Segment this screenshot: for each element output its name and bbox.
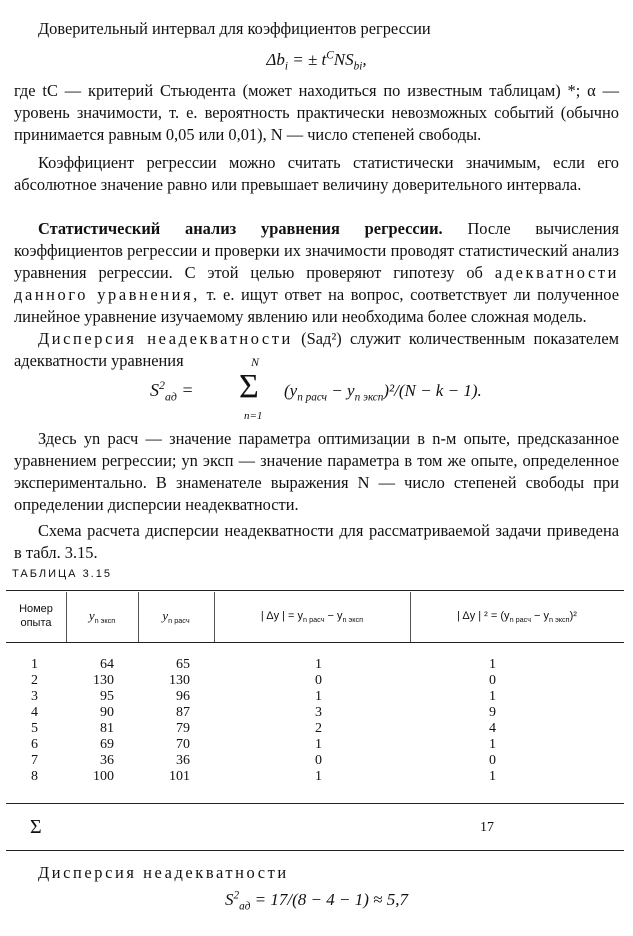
header-y-exp [66, 609, 138, 624]
table-header-rule [6, 642, 624, 643]
header-run-number [6, 602, 66, 630]
formula2-sub1: n расч [297, 391, 328, 404]
header-y-calc-sub: n расч [168, 616, 190, 626]
formula2-eq: = [181, 380, 194, 400]
cell-abs-diff: 1 [315, 737, 322, 752]
text-p6: Здесь yn расч — значение параметра оптимизации в n-м опыте, предсказанное уравнением регрессии; yn эксп — значение параметра в том же опыте, определенное экспериментально. В знаменателе выражения N — число степеней свободы при определении дисперсии неадекватности. [14, 429, 619, 514]
cell-sq-diff: 1 [489, 737, 496, 752]
cell-sq-diff: 4 [489, 721, 496, 736]
cell-run: 7 [31, 753, 38, 768]
cell-y-calc: 87 [176, 705, 190, 720]
text-p8: Дисперсия неадекватности [38, 863, 289, 882]
header-abs-diff-a: | Δy | = y [260, 610, 304, 622]
formula2-lhs-s: S [150, 380, 159, 400]
formula2-lhs-sup: 2 [159, 378, 165, 392]
cell-sq-diff: 1 [489, 769, 496, 784]
cell-sq-diff: 9 [489, 705, 496, 720]
header-sq-diff-end: )² [569, 610, 577, 622]
formula3-rhs: = 17/(8 − 4 − 1) ≈ 5,7 [250, 890, 408, 909]
paragraph-table-reference [14, 520, 619, 564]
table-bottom-rule [6, 850, 624, 851]
cell-y-exp: 81 [100, 721, 114, 736]
cell-abs-diff: 2 [315, 721, 322, 736]
cell-y-exp: 64 [100, 657, 114, 672]
text-p2: где tC — критерий Стьюдента (может находиться по известным таблицам) *; α — уровень значимости, т. е. вероятность практически невозможных событий (обычно принимается равным 0,05 или 0,01), N — число степеней свободы. [14, 81, 619, 144]
header-abs-diff [214, 609, 410, 623]
paragraph-confidence-interval [14, 18, 619, 40]
formula2-lhs-sub: ад [164, 389, 177, 404]
cell-run: 5 [31, 721, 38, 736]
formula1-rhs-sub: bi [353, 60, 363, 73]
table-row [0, 752, 633, 769]
formula-confidence-interval [0, 49, 633, 73]
header-y-calc-symbol: y [162, 608, 169, 623]
table-row [0, 720, 633, 737]
text-p1: Доверительный интервал для коэффициентов регрессии [38, 19, 431, 38]
header-sq-diff-sub1: n расч [509, 615, 531, 625]
table-row [0, 656, 633, 673]
cell-abs-diff: 1 [315, 657, 322, 672]
cell-run: 3 [31, 689, 38, 704]
paragraph-explanation [14, 428, 619, 516]
sigma-upper-limit: N [251, 355, 260, 369]
text-p4-spaced: адекватности данного уравнения, [14, 263, 619, 304]
section-heading-statistical-analysis: Статистический анализ уравнения регрессии. [38, 219, 443, 238]
cell-abs-diff: 0 [315, 753, 322, 768]
sum-value: 17 [480, 820, 494, 835]
cell-sq-diff: 0 [489, 673, 496, 688]
cell-abs-diff: 0 [315, 673, 322, 688]
cell-run: 8 [31, 769, 38, 784]
paragraph-student-criterion [14, 80, 619, 146]
cell-y-exp: 130 [93, 673, 114, 688]
header-abs-diff-mid: − y [324, 610, 343, 622]
cell-sq-diff: 0 [489, 753, 496, 768]
cell-y-exp: 95 [100, 689, 114, 704]
cell-sq-diff: 1 [489, 689, 496, 704]
sigma-symbol: Σ [239, 368, 259, 405]
formula2-body-start: (y [284, 381, 298, 400]
text-p7: Схема расчета дисперсии неадекватности для рассматриваемой задачи приведена в табл. 3.15. [14, 521, 619, 562]
formula-final-dispersion [0, 889, 633, 913]
paragraph-dispersion-definition [14, 328, 619, 372]
cell-abs-diff: 1 [315, 689, 322, 704]
cell-y-calc: 101 [169, 769, 190, 784]
header-y-exp-symbol: y [88, 608, 95, 623]
text-p3: Коэффициент регрессии можно считать статистически значимым, если его абсолютное значение равно или превышает величину доверительного интервала. [14, 153, 619, 194]
text-p4b: т. е. ищут ответ на вопрос, соответствует ли полученное линейное уравнение изучаемому явлению или необходима более сложная модель. [14, 285, 619, 326]
cell-y-exp: 90 [100, 705, 114, 720]
final-dispersion-heading [38, 862, 633, 884]
cell-y-calc: 65 [176, 657, 190, 672]
formula1-end: , [362, 50, 367, 69]
cell-sq-diff: 1 [489, 657, 496, 672]
formula1-rhs-tail: NS [333, 50, 354, 69]
sum-symbol: Σ [30, 816, 42, 838]
text-p4a: После вычисления коэффициентов регрессии и проверки их значимости проводят статистический анализ уравнения регрессии. С этой целью проверяют гипотезу об [14, 219, 619, 282]
table-row [0, 672, 633, 689]
header-sq-diff-a: | Δy | ² = (y [457, 610, 510, 622]
header-abs-diff-sub1: n расч [303, 615, 325, 625]
formula1-lhs: Δb [266, 50, 285, 69]
formula3-lhs: S [225, 890, 234, 909]
cell-run: 6 [31, 737, 38, 752]
table-caption: ТАБЛИЦА 3.15 [12, 568, 112, 580]
cell-run: 1 [31, 657, 38, 672]
formula3-sub: ад [239, 900, 251, 913]
table-row [0, 688, 633, 705]
header-run-line2: опыта [20, 617, 52, 629]
header-sq-diff-mid: − y [531, 610, 550, 622]
cell-run: 4 [31, 705, 38, 720]
cell-y-exp: 100 [93, 769, 114, 784]
cell-abs-diff: 1 [315, 769, 322, 784]
formula2-mid: − y [327, 381, 355, 400]
sigma-lower-limit: n=1 [244, 410, 263, 422]
formula1-rhs-sup: C [326, 49, 334, 62]
formula2-body [284, 381, 482, 404]
cell-y-exp: 69 [100, 737, 114, 752]
table-row [0, 736, 633, 753]
table-row [0, 704, 633, 721]
paragraph-statistical-analysis [14, 218, 619, 328]
paragraph-significance [14, 152, 619, 196]
text-p5: (Sад²) служит количественным показателем адекватности уравнения [14, 329, 619, 370]
formula2-end: )²/(N − k − 1). [383, 381, 482, 400]
table-body-rule [6, 803, 624, 804]
formula2-lhs [150, 378, 194, 404]
cell-y-calc: 96 [176, 689, 190, 704]
formula2-sub2: n эксп [354, 391, 384, 404]
header-y-calc [138, 609, 214, 624]
term-dispersion-inadequacy: Дисперсия неадекватности [38, 329, 293, 348]
cell-y-exp: 36 [100, 753, 114, 768]
cell-abs-diff: 3 [315, 705, 322, 720]
cell-y-calc: 79 [176, 721, 190, 736]
cell-y-calc: 36 [176, 753, 190, 768]
formula1-lhs-sub: i [284, 60, 288, 73]
table-row [0, 768, 633, 785]
cell-y-calc: 130 [169, 673, 190, 688]
header-y-exp-sub: n эксп [94, 616, 116, 626]
cell-run: 2 [31, 673, 38, 688]
header-sq-diff [410, 609, 624, 623]
formula1-rhs: = ± t [292, 50, 327, 69]
header-run-line1: Номер [19, 603, 53, 615]
table-top-rule [6, 590, 624, 591]
header-sq-diff-sub2: n эксп [549, 615, 570, 625]
cell-y-calc: 70 [176, 737, 190, 752]
header-abs-diff-sub2: n эксп [342, 615, 364, 625]
formula3-sup: 2 [233, 889, 240, 902]
